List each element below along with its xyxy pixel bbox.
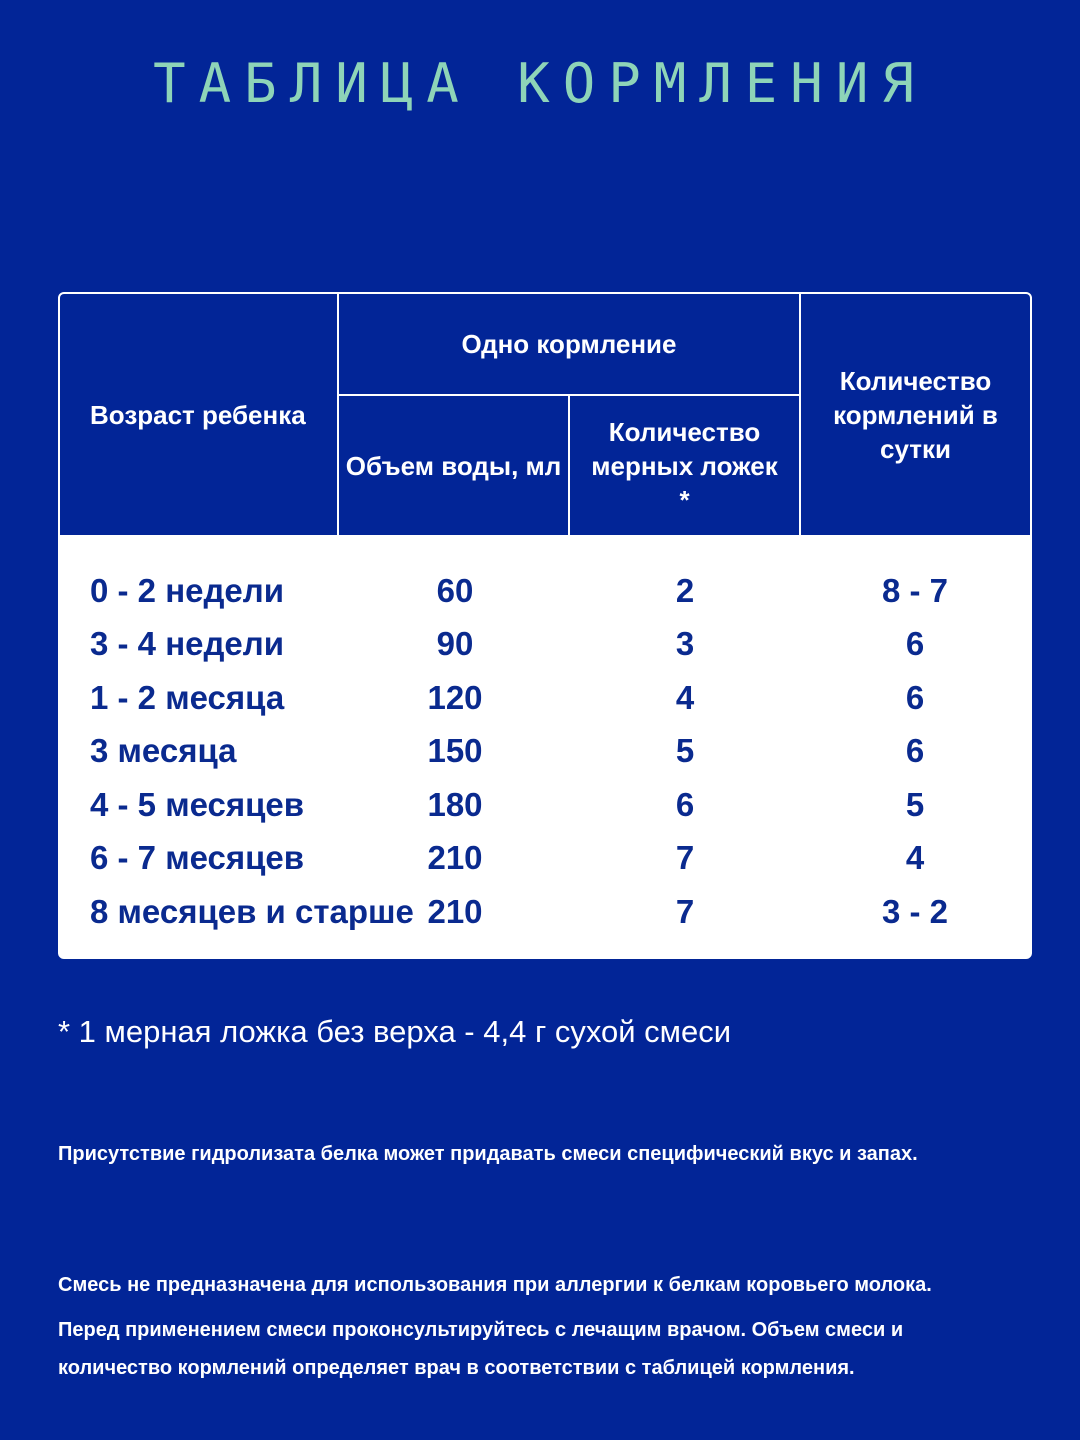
cell-spoons: 4 xyxy=(675,678,695,716)
cell-feedings: 3 - 2 xyxy=(881,892,949,930)
cell-water: 210 xyxy=(427,839,483,877)
header-spoons: Количество мерных ложек * xyxy=(591,416,778,515)
page-title: ТАБЛИЦА КОРМЛЕНИЯ xyxy=(153,52,927,115)
header-water-volume: Объем воды, мл xyxy=(345,450,562,481)
header-age: Возраст ребенка xyxy=(90,399,306,430)
note-allergy: Смесь не предназначена для использования при аллергии к белкам коровьего молока. xyxy=(58,1274,932,1296)
table-row xyxy=(60,618,1030,672)
cell-feedings: 6 xyxy=(905,732,925,770)
header-feedings-per-day: Количество кормлений в сутки xyxy=(833,365,998,464)
spoon-footnote: * 1 мерная ложка без верха - 4,4 г сухой смеси xyxy=(58,1014,732,1049)
cell-age: 4 - 5 месяцев xyxy=(90,785,305,823)
table-row xyxy=(60,885,1030,939)
table-row xyxy=(60,725,1030,779)
note-consult: Перед применением смеси проконсультируйтесь с лечащим врачом. Объем смеси и количество кормлений определяет врач в соответствии с таблицей кормления. xyxy=(58,1319,904,1379)
table-body xyxy=(60,564,1030,939)
cell-spoons: 2 xyxy=(675,571,695,609)
cell-feedings: 6 xyxy=(905,678,925,716)
table-header xyxy=(60,294,1030,535)
cell-water: 60 xyxy=(436,571,474,609)
cell-water: 150 xyxy=(427,732,483,770)
cell-age: 0 - 2 недели xyxy=(90,571,285,609)
table-row xyxy=(60,564,1030,618)
cell-water: 90 xyxy=(436,625,474,663)
cell-age: 3 месяца xyxy=(90,732,237,770)
table-row xyxy=(60,778,1030,832)
cell-feedings: 6 xyxy=(905,625,925,663)
cell-feedings: 5 xyxy=(905,785,925,823)
note-taste: Присутствие гидролизата белка может придавать смеси специфический вкус и запах. xyxy=(58,1143,918,1165)
cell-water: 180 xyxy=(427,785,483,823)
cell-feedings: 8 - 7 xyxy=(881,571,949,609)
header-one-feeding: Одно кормление xyxy=(461,329,677,359)
cell-spoons: 3 xyxy=(675,625,695,663)
cell-feedings: 4 xyxy=(905,839,925,877)
table-row xyxy=(60,671,1030,725)
table-row xyxy=(60,832,1030,886)
cell-spoons: 7 xyxy=(675,839,695,877)
cell-spoons: 6 xyxy=(675,785,695,823)
cell-age: 8 месяцев и старше xyxy=(90,892,414,930)
cell-age: 6 - 7 месяцев xyxy=(90,839,305,877)
cell-spoons: 7 xyxy=(675,892,695,930)
cell-spoons: 5 xyxy=(675,732,695,770)
feeding-table xyxy=(58,292,1032,959)
cell-water: 210 xyxy=(427,892,483,930)
cell-water: 120 xyxy=(427,678,483,716)
cell-age: 1 - 2 месяца xyxy=(90,678,285,716)
cell-age: 3 - 4 недели xyxy=(90,625,285,663)
